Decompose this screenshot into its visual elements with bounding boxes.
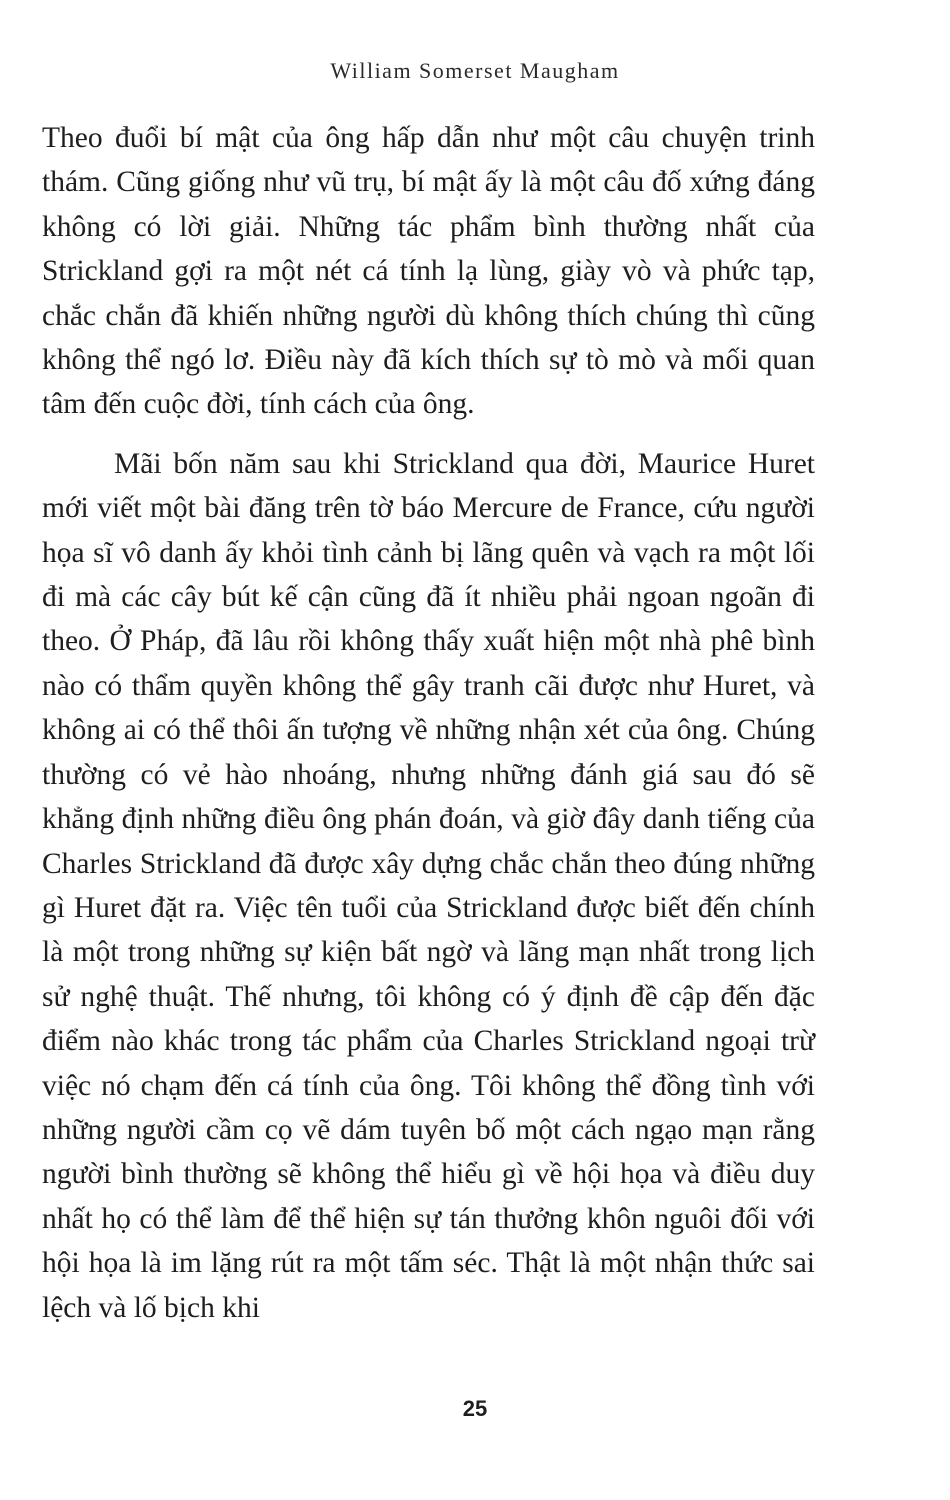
page-number: 25 xyxy=(462,1396,488,1421)
running-header-author: William Somerset Maugham xyxy=(330,58,620,83)
paragraph-1: Theo đuổi bí mật của ông hấp dẫn như một câu chuyện trinh thám. Cũng giống như vũ trụ, bí mật ấy là một câu đố xứng đáng không có lời giải. Những tác phẩm bình thường nhất của Strickland gợi ra một nét cá tính lạ lùng, giày vò và phức tạp, chắc chắn đã khiến những người dù không thích chúng thì cũng không thể ngó lơ. Điều này đã kích thích sự tò mò và mối quan tâm đến cuộc đời, tính cách của ông. xyxy=(42,122,815,421)
body-text xyxy=(42,116,815,1330)
paragraph-2: Mãi bốn năm sau khi Strickland qua đời, Maurice Huret mới viết một bài đăng trên tờ báo Mercure de France, cứu người họa sĩ vô danh ấy khỏi tình cảnh bị lãng quên và vạch ra một lối đi mà các cây bút kế cận cũng đã ít nhiều phải ngoan ngoãn đi theo. Ở Pháp, đã lâu rồi không thấy xuất hiện một nhà phê bình nào có thẩm quyền không thể gây tranh cãi được như Huret, và không ai có thể thôi ấn tượng về những nhận xét của ông. Chúng thường có vẻ hào nhoáng, nhưng những đánh giá sau đó sẽ khẳng định những điều ông phán đoán, và giờ đây danh tiếng của Charles Strickland đã được xây dựng chắc chắn theo đúng những gì Huret đặt ra. Việc tên tuổi của Strickland được biết đến chính là một trong những sự kiện bất ngờ và lãng mạn nhất trong lịch sử nghệ thuật. Thế nhưng, tôi không có ý định đề cập đến đặc điểm nào khác trong tác phẩm của Charles Strickland ngoại trừ việc nó chạm đến cá tính của ông. Tôi không thể đồng tình với những người cầm cọ vẽ dám tuyên bố một cách ngạo mạn rằng người bình thường sẽ không thể hiểu gì về hội họa và điều duy nhất họ có thể làm để thể hiện sự tán thưởng khôn nguôi đối với hội họa là im lặng rút ra một tấm séc. Thật là một nhận thức sai lệch và lố bịch khi xyxy=(42,447,815,1324)
